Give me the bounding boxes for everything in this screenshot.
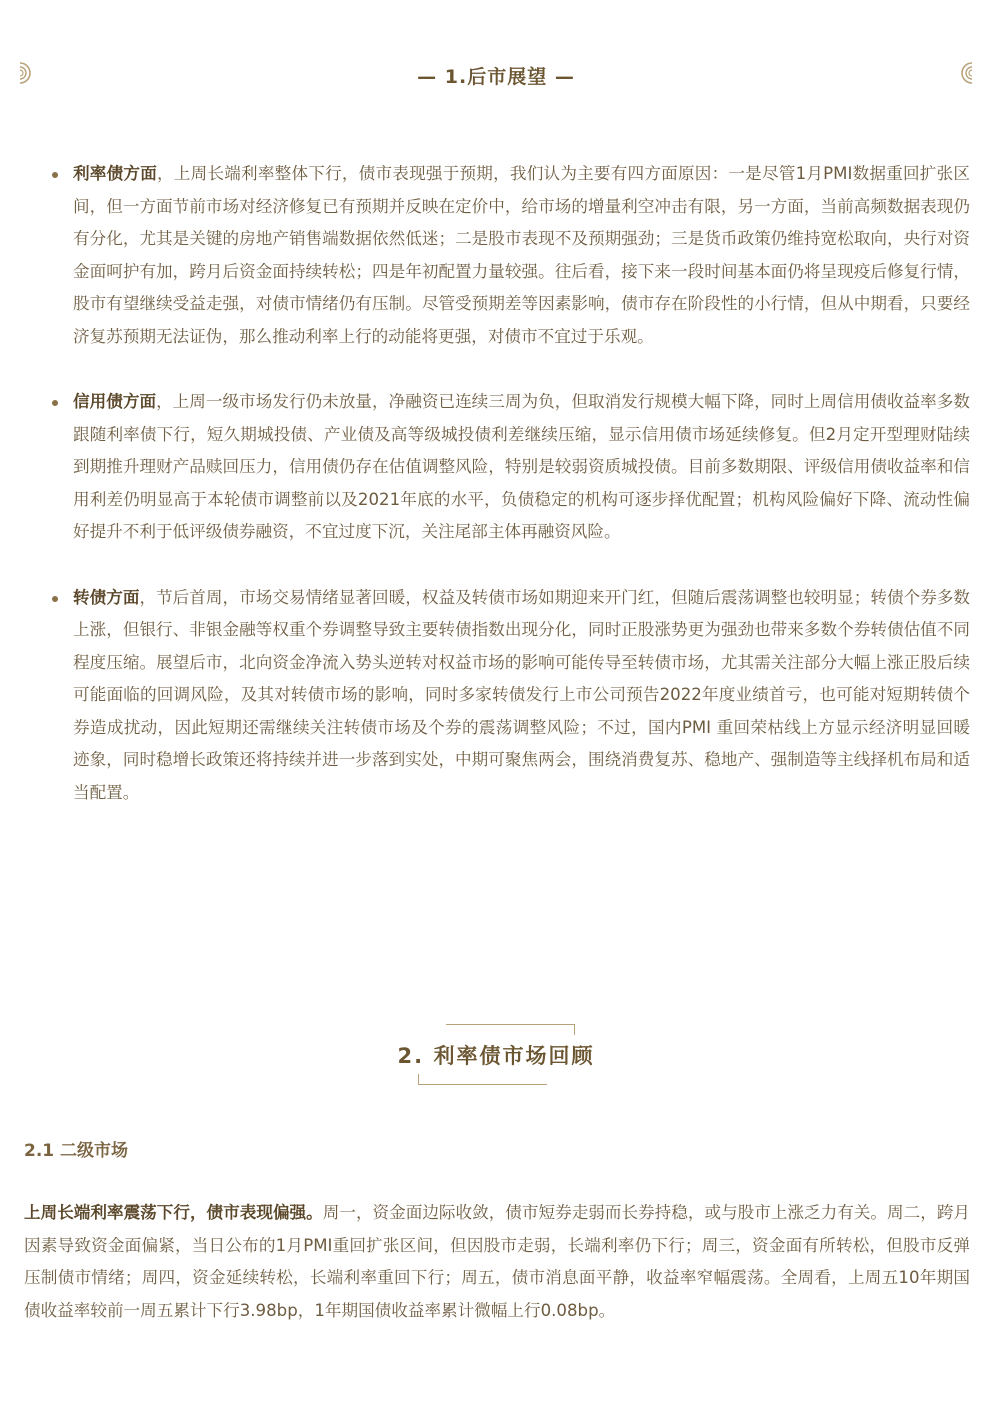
- bullet-text: ，节后首周，市场交易情绪显著回暖，权益及转债市场如期迎来开门红，但随后震荡调整也较明显；转债个券多数上涨，但银行、非银金融等权重个券调整导致主要转债指数出现分化，同时正股涨势更为强劲也带来多数个券转债估值不同程度压缩。展望后市，北向资金净流入势头逆转对权益市场的影响可能传导至转债市场，尤其需关注部分大幅上涨正股后续可能面临的回调风险，及其对转债市场的影响，同时多家转债发行上市公司预告2022年度业绩首亏，也可能对短期转债个券造成扰动，因此短期还需继续关注转债市场及个券的震荡调整风险；不过，国内PMI 重回荣枯线上方显示经济明显回暖迹象，同时稳增长政策还将持续并进一步落到实处，中期可聚焦两会，围绕消费复苏、稳地产、强制造等主线择机布局和适当配置。: [73, 587, 971, 802]
- frame-top-line: [446, 1024, 575, 1035]
- subsection-title: 2.1 二级市场: [24, 1141, 129, 1161]
- bullet-text: ，上周一级市场发行仍未放量，净融资已连续三周为负，但取消发行规模大幅下降，同时上周信用债收益率多数跟随利率债下行，短久期城投债、产业债及高等级城投债利差继续压缩，显示信用债市场延续修复。但2月定开型理财陆续到期推升理财产品赎回压力，信用债仍存在估值调整风险，特别是较弱资质城投债。目前多数期限、评级信用债收益率和信用利差仍明显高于本轮债市调整前以及2021年底的水平，负债稳定的机构可逐步择优配置；机构风险偏好下降、流动性偏好提升不利于低评级债券融资，不宜过度下沉，关注尾部主体再融资风险。: [73, 392, 971, 541]
- bullet-lead: 利率债方面: [73, 164, 158, 183]
- bullet-convertible: [48, 582, 970, 810]
- bullet-credit: [48, 386, 970, 549]
- bullet-dot-icon: [52, 172, 58, 178]
- section-2-title: 2. 利率债市场回顾: [397, 1044, 595, 1068]
- paragraph-lead: 上周长端利率震荡下行，债市表现偏强。: [24, 1203, 323, 1222]
- secondary-market-paragraph: [24, 1197, 970, 1327]
- frame-bottom-line: [418, 1074, 547, 1085]
- bullet-rates: [48, 158, 970, 353]
- bullet-lead: 信用债方面: [73, 392, 157, 411]
- paragraph-text: 周一，资金面边际收敛，债市短券走弱而长券持稳，或与股市上涨乏力有关。周二，跨月因素导致资金面偏紧，当日公布的1月PMI重回扩张区间，但因股市走弱，长端利率仍下行；周三，资金面有所转松，但股市反弹压制债市情绪；周四，资金延续转松，长端利率重回下行；周五，债市消息面平静，收益率窄幅震荡。全周看，上周五10年期国债收益率较前一周五累计下行3.98bp，1年期国债收益率累计微幅上行0.08bp。: [24, 1203, 971, 1320]
- outlook-bullet-list: [48, 158, 970, 842]
- bullet-lead: 转债方面: [73, 587, 140, 607]
- bullet-dot-icon: [52, 400, 58, 406]
- bullet-text: ，上周长端利率整体下行，债市表现强于预期，我们认为主要有四方面原因：一是尽管1月PMI数据重回扩张区间，但一方面节前市场对经济修复已有预期并反映在定价中，给市场的增量利空冲击有限，另一方面，当前高频数据表现仍有分化，尤其是关键的房地产销售端数据依然低迷；二是股市表现不及预期强劲；三是货币政策仍维持宽松取向，央行对资金面呵护有加，跨月后资金面持续转松；四是年初配置力量较强。往后看，接下来一段时间基本面仍将呈现疫后修复行情，股市有望继续受益走强，对债市情绪仍有压制。尽管受预期差等因素影响，债市存在阶段性的小行情，但从中期看，只要经济复苏预期无法证伪，那么推动利率上行的动能将更强，对债市不宜过于乐观。: [73, 164, 971, 346]
- bullet-dot-icon: [52, 596, 58, 602]
- section-1-title: — 1.后市展望 —: [417, 66, 575, 88]
